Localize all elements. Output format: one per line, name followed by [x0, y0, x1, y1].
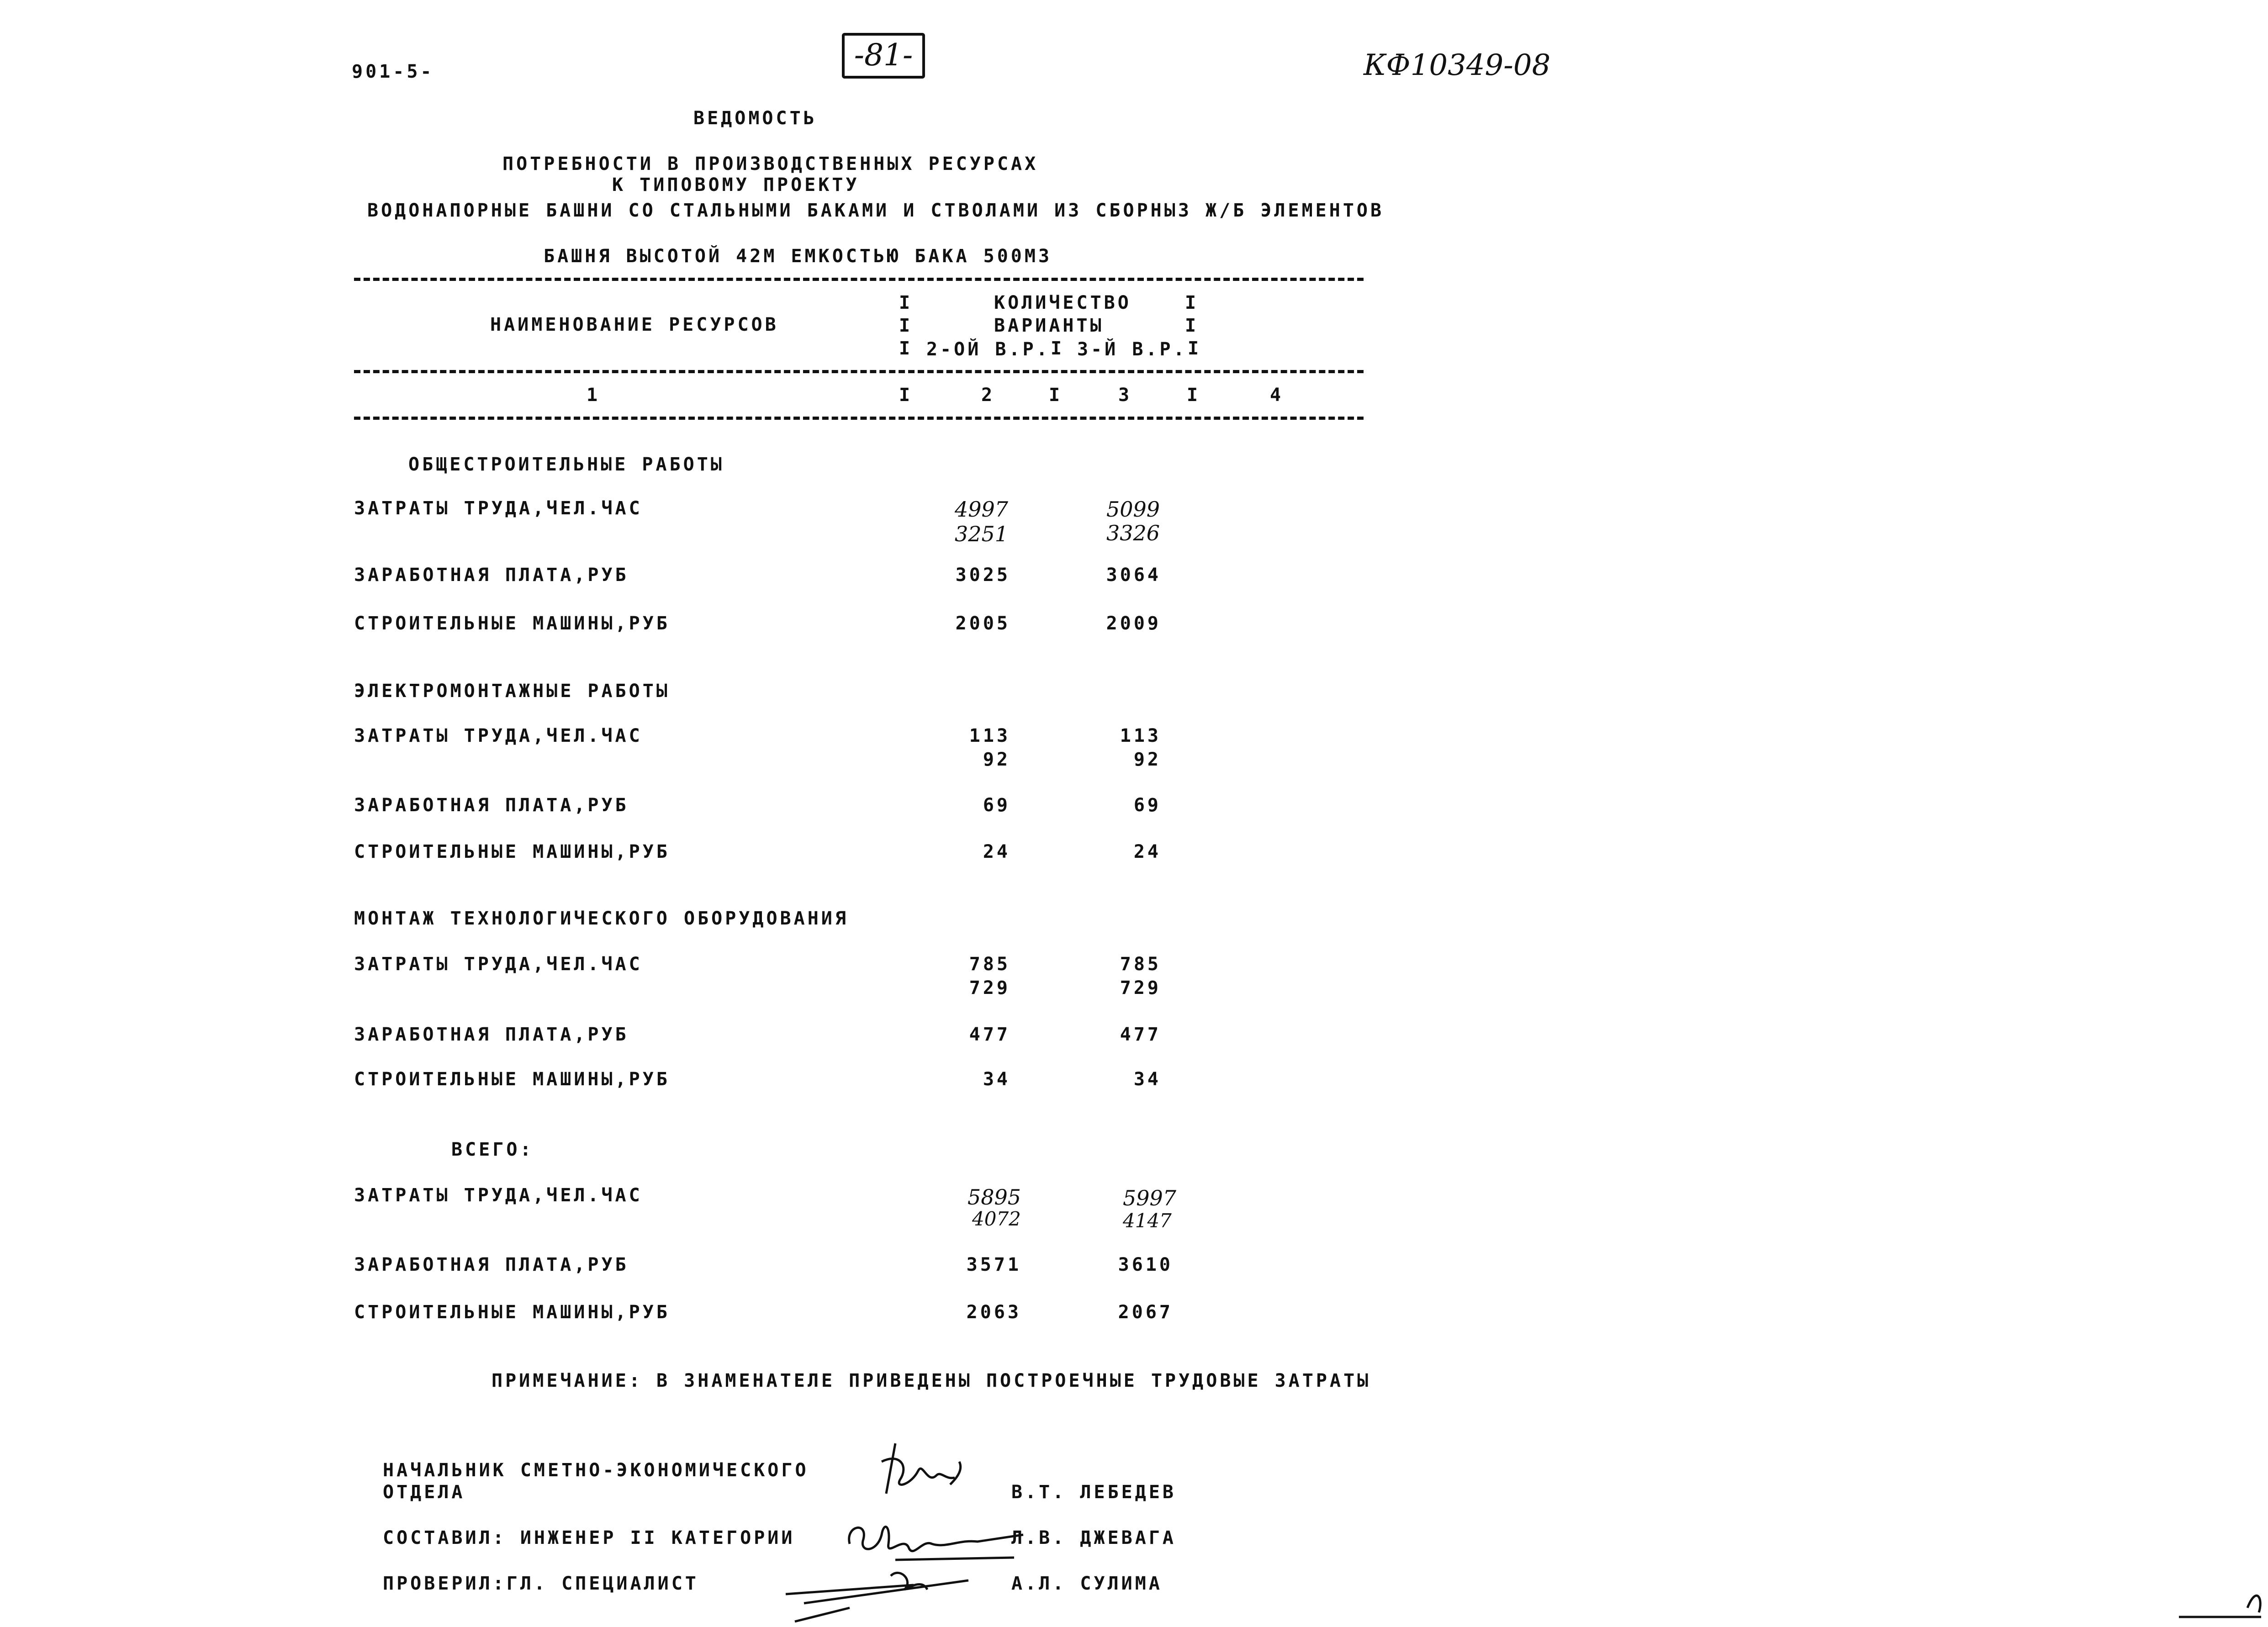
column-number: 3: [1118, 385, 1132, 406]
cell-value: 69: [1133, 795, 1161, 816]
series-number: 901-5-: [352, 61, 434, 82]
row-label: ЗАРАБОТНАЯ ПЛАТА,РУБ: [354, 565, 629, 586]
signer-name: Л.В. ДЖЕВАГА: [1011, 1527, 1176, 1548]
header-sep: I: [1049, 385, 1063, 406]
cell-value: 2009: [1106, 613, 1161, 634]
cell-value: 3571: [966, 1254, 1021, 1275]
row-label: СТРОИТЕЛЬНЫЕ МАШИНЫ,РУБ: [354, 1069, 670, 1090]
cell-value: 785: [1120, 954, 1161, 975]
column-number: 2: [981, 385, 995, 406]
section-title: ОБЩЕСТРОИТЕЛЬНЫЕ РАБОТЫ: [408, 454, 724, 475]
cell-value: 729: [1120, 977, 1161, 998]
column-header-name: НАИМЕНОВАНИЕ РЕСУРСОВ: [490, 314, 779, 335]
cell-value: 2063: [966, 1302, 1021, 1323]
header-sep: I: [1188, 338, 1202, 359]
section-title: МОНТАЖ ТЕХНОЛОГИЧЕСКОГО ОБОРУДОВАНИЯ: [354, 908, 849, 929]
header-sep: I: [899, 338, 913, 359]
cell-value: 113: [1120, 725, 1161, 746]
column-header-variant-2: 2-ОЙ В.Р.: [926, 339, 1050, 360]
column-number: 1: [587, 385, 601, 406]
document-title: ВЕДОМОСТЬ: [693, 108, 817, 129]
cell-value: 4997: [955, 497, 1009, 522]
column-header-variant-3: 3-Й В.Р.: [1077, 339, 1187, 360]
header-sep: I: [1185, 315, 1199, 336]
row-label: ЗАРАБОТНАЯ ПЛАТА,РУБ: [354, 795, 629, 816]
row-label: ЗАТРАТЫ ТРУДА,ЧЕЛ.ЧАС: [354, 498, 643, 519]
row-label: СТРОИТЕЛЬНЫЕ МАШИНЫ,РУБ: [354, 613, 670, 634]
cell-value: 2067: [1118, 1302, 1173, 1323]
row-label: ЗАТРАТЫ ТРУДА,ЧЕЛ.ЧАС: [354, 954, 643, 975]
cell-value: 3025: [955, 565, 1010, 586]
signature-sulima: [777, 1553, 1032, 1626]
header-sep: I: [899, 292, 913, 313]
cell-value: 3610: [1118, 1254, 1173, 1275]
table-header-rule: [354, 370, 1364, 373]
cell-value: 5997: [1123, 1186, 1177, 1210]
header-sep: I: [899, 315, 913, 336]
row-label: ЗАРАБОТНАЯ ПЛАТА,РУБ: [354, 1254, 629, 1275]
column-number: 4: [1270, 385, 1284, 406]
section-title: ЭЛЕКТРОМОНТАЖНЫЕ РАБОТЫ: [354, 681, 670, 702]
signature-lebedev: [868, 1434, 1005, 1507]
signer-role: ПРОВЕРИЛ:ГЛ. СПЕЦИАЛИСТ: [383, 1573, 699, 1594]
title-line-4: ВОДОНАПОРНЫЕ БАШНИ СО СТАЛЬНЫМИ БАКАМИ И СТВОЛАМИ ИЗ СБОРНЫЗ Ж/Б ЭЛЕМЕНТОВ: [367, 200, 1385, 221]
cell-value: 5895: [967, 1185, 1021, 1210]
cell-value: 4072: [972, 1208, 1021, 1230]
cell-value: 113: [969, 725, 1010, 746]
column-header-variants: ВАРИАНТЫ: [994, 315, 1104, 336]
cell-value: 92: [1133, 749, 1161, 770]
signer-name: А.Л. СУЛИМА: [1011, 1573, 1163, 1594]
signer-role: СОСТАВИЛ: ИНЖЕНЕР II КАТЕГОРИИ: [383, 1527, 795, 1548]
signer-name: В.Т. ЛЕБЕДЕВ: [1011, 1482, 1176, 1503]
cell-value: 3326: [1106, 521, 1160, 545]
table-top-rule: [354, 278, 1364, 281]
title-line-5: БАШНЯ ВЫСОТОЙ 42М ЕМКОСТЬЮ БАКА 500М3: [544, 246, 1052, 267]
column-header-quantity: КОЛИЧЕСТВО: [994, 292, 1131, 313]
title-line-3: К ТИПОВОМУ ПРОЕКТУ: [612, 174, 860, 195]
cell-value: 3064: [1106, 565, 1161, 586]
header-sep: I: [1051, 338, 1065, 359]
table-header-bottom-rule: [354, 417, 1364, 420]
cell-value: 477: [1120, 1024, 1161, 1045]
signer-role: ОТДЕЛА: [383, 1482, 465, 1503]
footnote: ПРИМЕЧАНИЕ: В ЗНАМЕНАТЕЛЕ ПРИВЕДЕНЫ ПОСТРОЕЧНЫЕ ТРУДОВЫЕ ЗАТРАТЫ: [492, 1370, 1371, 1391]
cell-value: 785: [969, 954, 1010, 975]
cell-value: 69: [983, 795, 1010, 816]
row-label: СТРОИТЕЛЬНЫЕ МАШИНЫ,РУБ: [354, 1302, 670, 1323]
row-label: ЗАТРАТЫ ТРУДА,ЧЕЛ.ЧАС: [354, 725, 643, 746]
header-sep: I: [899, 385, 913, 406]
cell-value: 24: [983, 841, 1010, 862]
cell-value: 34: [1133, 1069, 1161, 1090]
title-line-2: ПОТРЕБНОСТИ В ПРОИЗВОДСТВЕННЫХ РЕСУРСАХ: [502, 153, 1039, 174]
cell-value: 4147: [1123, 1210, 1172, 1232]
scan-edge-mark: [2179, 1571, 2266, 1622]
cell-value: 92: [983, 749, 1010, 770]
totals-title: ВСЕГО:: [451, 1139, 534, 1160]
signer-role: НАЧАЛЬНИК СМЕТНО-ЭКОНОМИЧЕСКОГО: [383, 1460, 809, 1481]
cell-value: 24: [1133, 841, 1161, 862]
cell-value: 34: [983, 1069, 1010, 1090]
cell-value: 477: [969, 1024, 1010, 1045]
cell-value: 2005: [955, 613, 1010, 634]
cell-value: 729: [969, 977, 1010, 998]
cell-value: 5099: [1106, 497, 1160, 522]
row-label: ЗАРАБОТНАЯ ПЛАТА,РУБ: [354, 1024, 629, 1045]
cell-value: 3251: [955, 522, 1009, 546]
row-label: ЗАТРАТЫ ТРУДА,ЧЕЛ.ЧАС: [354, 1185, 643, 1206]
row-label: СТРОИТЕЛЬНЫЕ МАШИНЫ,РУБ: [354, 841, 670, 862]
document-code: КФ10349-08: [1364, 48, 1551, 82]
page-number-stamp: -81-: [842, 33, 925, 79]
header-sep: I: [1185, 292, 1199, 313]
header-sep: I: [1187, 385, 1201, 406]
